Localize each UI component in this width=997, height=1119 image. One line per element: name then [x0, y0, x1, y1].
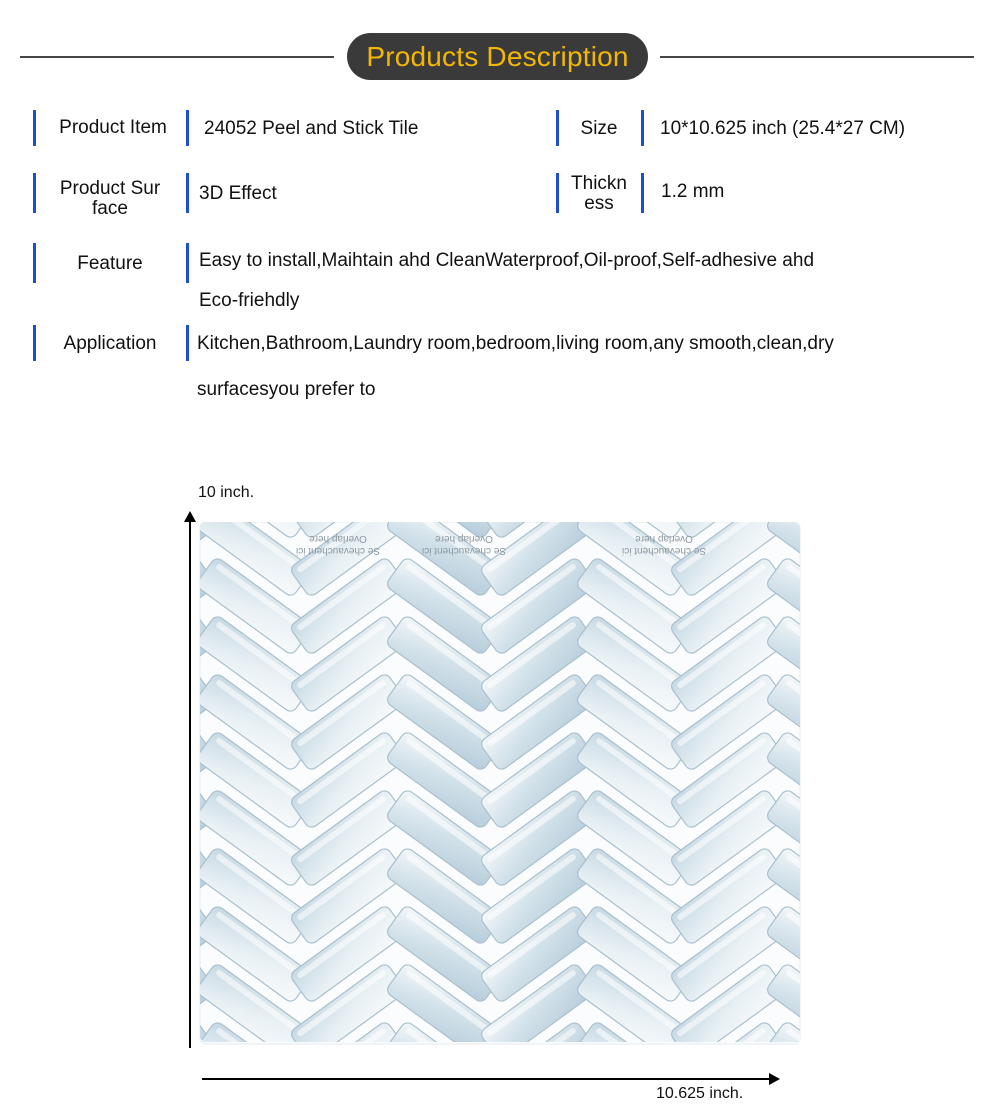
- overlap-label-2: Overlap here: [435, 533, 493, 544]
- tile-highlight: [196, 795, 197, 863]
- label-bar: [33, 243, 36, 283]
- herringbone-tile-image: [196, 522, 806, 1050]
- surface-label: [44, 179, 176, 219]
- label-bar: [33, 325, 36, 361]
- application-value-line1: Kitchen,Bathroom,Laundry room,bedroom,living room,any smooth,clean,dry: [197, 333, 834, 354]
- height-arrow: [189, 520, 191, 1048]
- feature-value-line2: Eco-friehdly: [199, 290, 300, 311]
- width-arrow: [202, 1078, 772, 1080]
- application-value-line2: surfacesyou prefer to: [197, 379, 376, 400]
- tile-highlight: [196, 563, 197, 631]
- product-item-label: Product Item: [59, 117, 167, 138]
- height-dimension-label: 10 inch.: [198, 484, 255, 501]
- tile-highlight: [196, 969, 197, 1037]
- label-bar: [33, 110, 36, 146]
- product-item-value: 24052 Peel and Stick Tile: [204, 118, 419, 139]
- header-rule-left: [20, 56, 334, 58]
- value-bar: [641, 173, 644, 213]
- width-dimension-label: 10.625 inch.: [656, 1085, 744, 1102]
- application-label: Application: [63, 333, 157, 354]
- surface-value: 3D Effect: [199, 183, 277, 204]
- label-bar: [33, 173, 36, 213]
- tile-highlight: [196, 679, 197, 747]
- value-bar: [186, 243, 189, 283]
- section-title: Products Description: [347, 33, 648, 80]
- feature-label: Feature: [77, 253, 143, 274]
- value-bar: [186, 325, 189, 361]
- value-bar: [186, 173, 189, 213]
- overlap-label-1b: Se chevauchent ici: [296, 545, 380, 556]
- tile-highlight: [196, 911, 197, 979]
- overlap-label-2b: Se chevauchent ici: [422, 545, 506, 556]
- thickness-label: [564, 174, 634, 214]
- width-arrow-head: [769, 1073, 780, 1085]
- thickness-label-line2: ess: [584, 193, 614, 214]
- label-bar: [556, 173, 559, 213]
- thickness-value: 1.2 mm: [661, 181, 725, 202]
- header-rule-right: [660, 56, 974, 58]
- thickness-label-line1: Thickn: [571, 173, 627, 194]
- tile-highlight: [196, 853, 197, 921]
- overlap-label-1: Overlap here: [309, 533, 367, 544]
- feature-value-line1: Easy to install,Maihtain ahd CleanWaterproof,Oil-proof,Self-adhesive ahd: [199, 250, 815, 271]
- label-bar: [556, 110, 559, 146]
- size-label: Size: [580, 118, 618, 139]
- tile-highlight: [196, 1027, 197, 1050]
- value-bar: [186, 110, 189, 146]
- overlap-label-3b: Se chevauchent ici: [622, 545, 706, 556]
- tile-highlight: [196, 621, 197, 689]
- value-bar: [641, 110, 644, 146]
- overlap-label-3: Overlap here: [635, 533, 693, 544]
- size-value: 10*10.625 inch (25.4*27 CM): [660, 118, 906, 139]
- tile-highlight: [196, 737, 197, 805]
- tile-highlight: [196, 522, 197, 573]
- surface-label-line1: Product Sur: [59, 178, 161, 199]
- surface-label-line2: face: [92, 198, 128, 219]
